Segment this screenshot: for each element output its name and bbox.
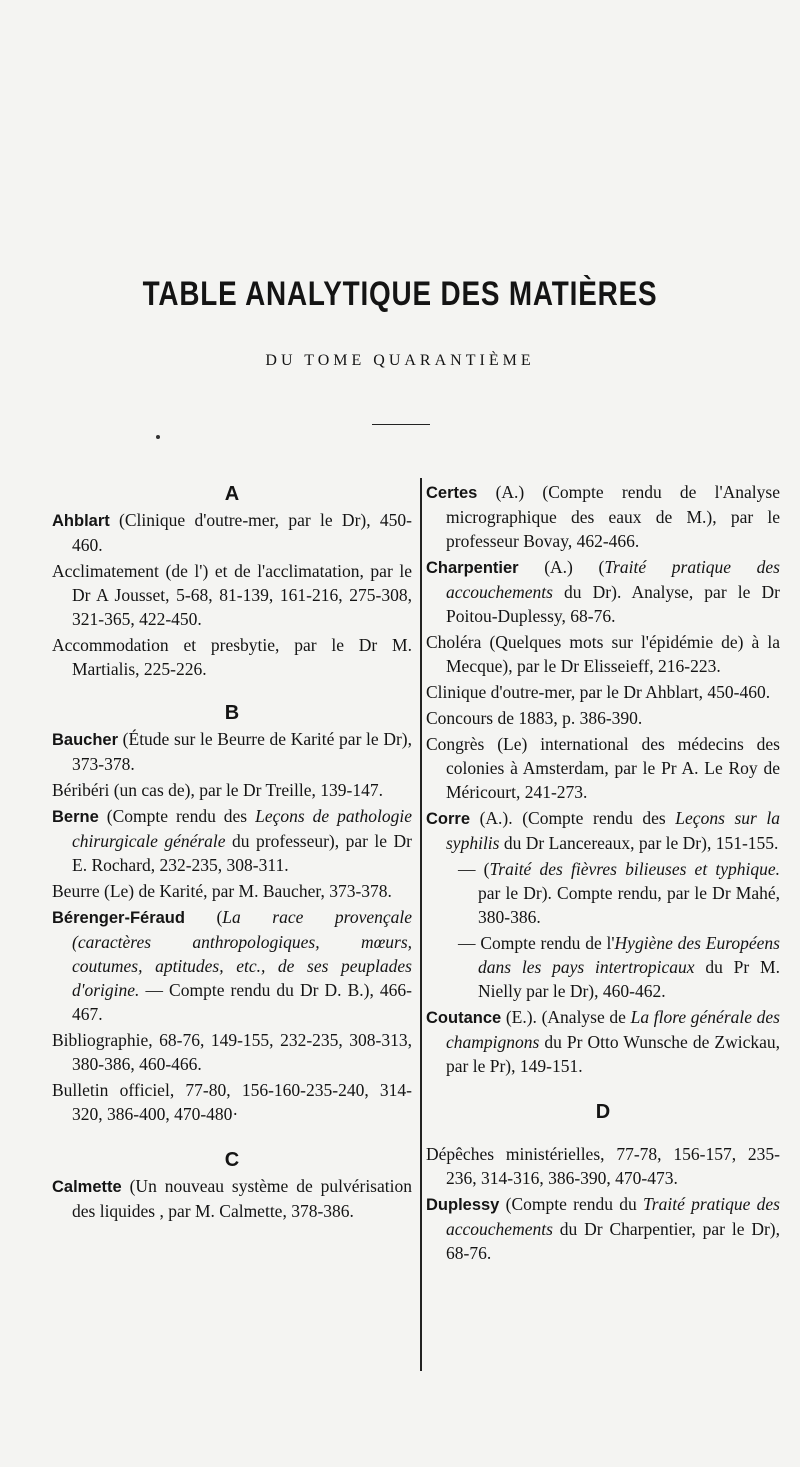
index-entry: Charpentier (A.) (Traité pratique des accouchements du Dr). Analyse, par le Dr Poitou-Duplessy, 68-76. [426,557,780,626]
title-rule [372,424,430,425]
index-entry: Concours de 1883, p. 386-390. [426,708,643,728]
index-entry: Calmette (Un nouveau système de pulvérisation des liquides , par M. Calmette, 378-386. [52,1176,412,1221]
index-entry: Corre (A.). (Compte rendu des Leçons sur la syphilis du Dr Lancereaux, par le Dr), 151-155. [426,808,780,853]
index-entry: Dépêches ministérielles, 77-78, 156-157, 235-236, 314-316, 386-390, 470-473. [426,1144,780,1188]
index-entry: Bibliographie, 68-76, 149-155, 232-235, 308-313, 380-386, 460-466. [52,1030,412,1074]
index-entry: Duplessy (Compte rendu du Traité pratique des accouchements du Dr Charpentier, par le Dr), 68-76. [426,1194,780,1263]
section-letter-a: A [224,483,240,505]
index-entry: Bérenger-Féraud (La race provençale (caractères anthropologiques, mœurs, coutumes, aptitudes, etc., de ses peuplades d'origine. — Compte rendu du Dr D. B.), 466-467. [52,907,412,1024]
index-entry: Choléra (Quelques mots sur l'épidémie de) à la Mecque), par le Dr Elisseieff, 216-223. [426,632,780,676]
section-letter-c: C [224,1149,240,1171]
column-divider [420,478,422,1371]
index-entry: Beurre (Le) de Karité, par M. Baucher, 373-378. [52,881,392,901]
index-entry: Ahblart (Clinique d'outre-mer, par le Dr), 450-460. [52,510,412,555]
index-entry: Béribéri (un cas de), par le Dr Treille, 139-147. [52,780,383,800]
index-entry: Baucher (Étude sur le Beurre de Karité par le Dr), 373-378. [52,729,412,774]
index-entry: Acclimatement (de l') et de l'acclimatation, par le Dr A Jousset, 5-68, 81-139, 161-216, 275-308, 321-365, 422-450. [52,561,412,629]
right-column [426,480,780,1267]
index-entry: Coutance (E.). (Analyse de La flore générale des champignons du Pr Otto Wunsche de Zwickau, par le Pr), 149-151. [426,1007,780,1076]
section-letter-b: B [224,702,240,724]
ink-speck [156,435,160,439]
index-entry: Clinique d'outre-mer, par le Dr Ahblart, 450-460. [426,682,771,702]
page-subtitle: DU TOME QUARANTIÈME [265,352,535,369]
left-column [52,480,412,1225]
index-entry: Accommodation et presbytie, par le Dr M. Martialis, 225-226. [52,635,412,679]
index-entry: Berne (Compte rendu des Leçons de pathologie chirurgicale générale du professeur), par le Dr E. Rochard, 232-235, 308-311. [52,806,413,875]
index-subentry: — (Traité des fièvres bilieuses et typhique. par le Dr). Compte rendu, par le Dr Mahé, 380-386. [458,859,780,927]
index-entry: Bulletin officiel, 77-80, 156-160-235-240, 314-320, 386-400, 470-480· [52,1080,412,1124]
index-entry: Certes (A.) (Compte rendu de l'Analyse micrographique des eaux de M.), par le professeur Bovay, 462-466. [426,482,780,551]
section-letter-d: D [595,1101,611,1123]
index-subentry: — Compte rendu de l'Hygiène des Européens dans les pays intertropicaux du Pr M. Nielly par le Dr), 460-462. [458,933,780,1001]
index-entry: Congrès (Le) international des médecins des colonies à Amsterdam, par le Pr A. Le Roy de Méricourt, 241-273. [426,734,780,802]
page-title: TABLE ANALYTIQUE DES MATIÈRES [142,275,658,313]
